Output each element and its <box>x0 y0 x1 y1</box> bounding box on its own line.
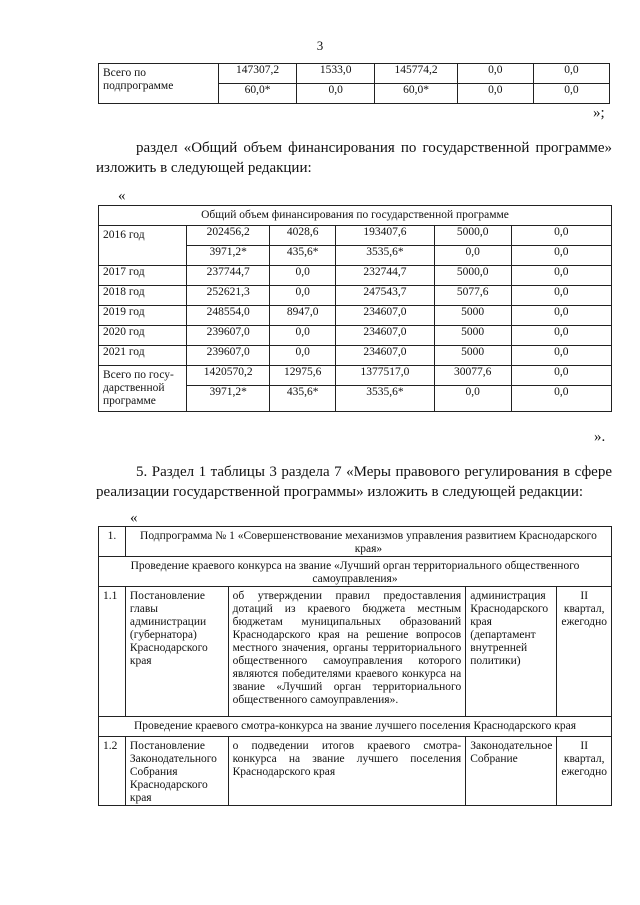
cell: 1533,0 <box>297 64 375 84</box>
cell: 3535,6* <box>336 246 434 266</box>
act-content: об утверждении правил предоставления дотаций из краевого бюджета местным бюджетам муниципальных образований Краснодарского края на решение вопросов местного значения, органы территориального общественного самоуправления которого являются победителями краевого конкурса на звание «Лучший орган территориального общественного самоуправления». <box>228 587 466 717</box>
cell: 8947,0 <box>270 306 336 326</box>
row-label: 2020 год <box>99 326 187 346</box>
cell: 5000,0 <box>434 266 511 286</box>
cell: 0,0 <box>511 246 611 266</box>
page-number: 3 <box>316 38 324 53</box>
cell: 0,0 <box>511 326 611 346</box>
cell: 60,0* <box>375 84 457 104</box>
cell: 237744,7 <box>186 266 269 286</box>
cell: 1420570,2 <box>186 366 269 386</box>
act-type: Постановление Законодательного Собрания Краснодарского края <box>125 737 228 806</box>
term: II квартал, ежегодно <box>557 587 612 717</box>
cell: 0,0 <box>511 226 611 246</box>
cell: 0,0 <box>511 346 611 366</box>
row-label: 2017 год <box>99 266 187 286</box>
cell: 12975,6 <box>270 366 336 386</box>
closing-semicolon: »; <box>593 105 605 121</box>
cell: 1377517,0 <box>336 366 434 386</box>
cell: 234607,0 <box>336 306 434 326</box>
row-label: 2019 год <box>99 306 187 326</box>
cell: 60,0* <box>218 84 296 104</box>
cell: 4028,6 <box>270 226 336 246</box>
cell: 239607,0 <box>186 326 269 346</box>
cell: 0,0 <box>297 84 375 104</box>
executor: администрация Краснодарского края (департамент внутренней политики) <box>466 587 557 717</box>
cell: 5000 <box>434 326 511 346</box>
cell: 0,0 <box>457 84 533 104</box>
cell: 232744,7 <box>336 266 434 286</box>
subprogram-title: Подпрограмма № 1 «Совершенствование механизмов управления развитием Краснодарского края» <box>125 527 611 557</box>
cell: 0,0 <box>270 286 336 306</box>
item-number: 1.2 <box>99 737 126 806</box>
cell: 435,6* <box>270 386 336 412</box>
cell: 248554,0 <box>186 306 269 326</box>
cell: 0,0 <box>457 64 533 84</box>
cell: 30077,6 <box>434 366 511 386</box>
cell: 0,0 <box>511 366 611 386</box>
cell: 0,0 <box>270 326 336 346</box>
cell: 252621,3 <box>186 286 269 306</box>
cell: 147307,2 <box>218 64 296 84</box>
cell: 0,0 <box>270 266 336 286</box>
cell: 3535,6* <box>336 386 434 412</box>
cell: 0,0 <box>533 64 609 84</box>
cell: 3971,2* <box>186 246 269 266</box>
term: II квартал, ежегодно <box>557 737 612 806</box>
cell: 5000 <box>434 346 511 366</box>
executor: Законодательное Собрание <box>466 737 557 806</box>
cell: 5077,6 <box>434 286 511 306</box>
row-label: Всего по госу- дарственной программе <box>99 366 187 412</box>
act-type: Постановление главы администрации (губернатора) Краснодарского края <box>125 587 228 717</box>
section-heading: Проведение краевого смотра-конкурса на звание лучшего поселения Краснодарского края <box>99 717 612 737</box>
cell: 3971,2* <box>186 386 269 412</box>
cell: 145774,2 <box>375 64 457 84</box>
row-label: 2021 год <box>99 346 187 366</box>
closing-dot: ». <box>594 429 606 445</box>
cell: 0,0 <box>270 346 336 366</box>
paragraph-1: раздел «Общий объем финансирования по государственной программе» изложить в следующей редакции: <box>96 140 612 176</box>
row-number: 1. <box>99 527 126 557</box>
table-title: Общий объем финансирования по государственной программе <box>99 206 612 226</box>
cell: 193407,6 <box>336 226 434 246</box>
cell: 5000 <box>434 306 511 326</box>
cell: 202456,2 <box>186 226 269 246</box>
cell: 234607,0 <box>336 326 434 346</box>
cell: 435,6* <box>270 246 336 266</box>
cell: 0,0 <box>434 246 511 266</box>
cell: 0,0 <box>511 286 611 306</box>
cell: 0,0 <box>511 306 611 326</box>
cell: 0,0 <box>533 84 609 104</box>
cell: 239607,0 <box>186 346 269 366</box>
cell: 234607,0 <box>336 346 434 366</box>
paragraph-2: 5. Раздел 1 таблицы 3 раздела 7 «Меры правового регулирования в сфере реализации государственной программы» изложить в следующей редакции: <box>96 464 612 500</box>
quote-open-1: « <box>118 188 126 204</box>
item-number: 1.1 <box>99 587 126 717</box>
section-heading: Проведение краевого конкурса на звание «Лучший орган территориального общественного самоуправления» <box>99 557 612 587</box>
financing-table <box>98 205 612 412</box>
subprogram-total-table <box>98 63 610 104</box>
act-content: о подведении итогов краевого смотра-конкурса на звание лучшего поселения Краснодарского края <box>228 737 466 806</box>
row-label: 2016 год <box>99 226 187 266</box>
cell: 0,0 <box>511 266 611 286</box>
quote-open-2: « <box>130 510 138 526</box>
cell: 0,0 <box>434 386 511 412</box>
cell: 5000,0 <box>434 226 511 246</box>
row-label: Всего по подпрограмме <box>99 64 219 104</box>
row-label: 2018 год <box>99 286 187 306</box>
measures-table <box>98 526 612 806</box>
cell: 0,0 <box>511 386 611 412</box>
cell: 247543,7 <box>336 286 434 306</box>
